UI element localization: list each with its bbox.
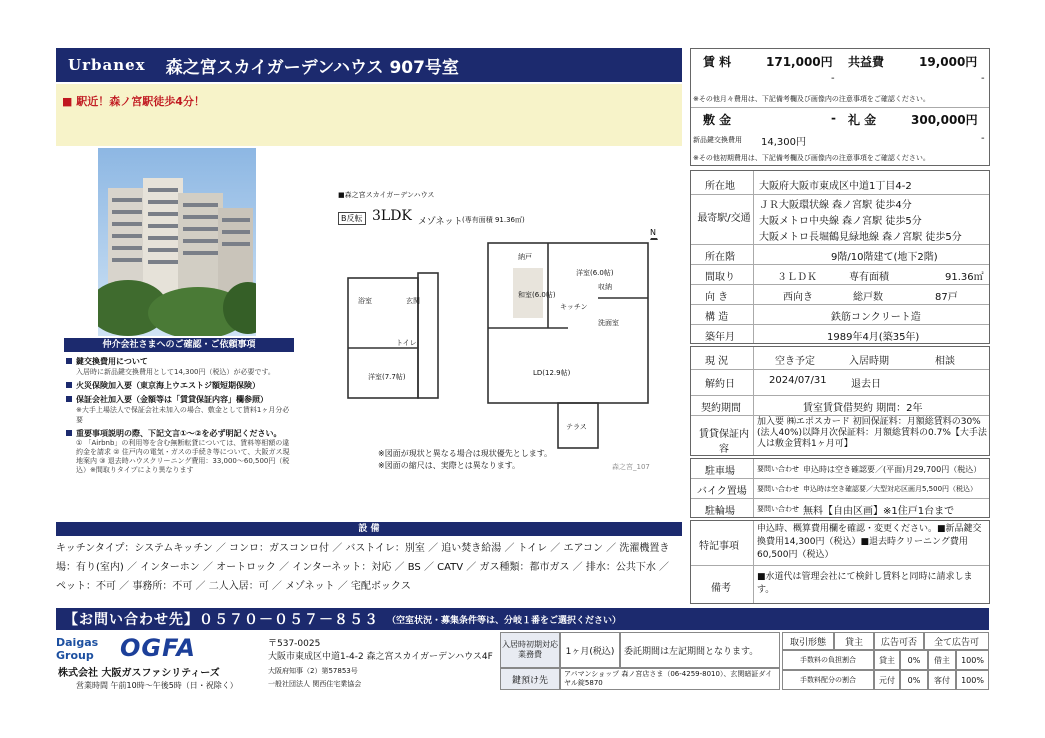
room-label: 洋室(7.7帖) (368, 373, 406, 381)
footer-table (500, 632, 989, 690)
bike-label: バイク置場 (697, 486, 747, 497)
initial-fee-value: 1ヶ月(税込) (560, 632, 620, 668)
room-label: 玄関 (406, 297, 420, 305)
built-value: 1989年4月(築35年) (827, 332, 920, 343)
key-money-label: 礼 金 (848, 113, 877, 127)
deal-form-label: 取引形態 (782, 632, 834, 650)
units-label: 総戸数 (853, 292, 883, 303)
bike-confirm: 要問い合わせ (757, 485, 799, 493)
key-fee-dash: - (981, 133, 985, 144)
status-value: 空き予定 (775, 356, 815, 367)
room-label: 和室(6.0帖) (518, 291, 556, 299)
floorplan-drawing (328, 238, 668, 453)
layout-value: ３ＬＤＫ (777, 272, 817, 283)
rent-dash: - (831, 73, 835, 84)
parking-panel (690, 458, 990, 518)
catch-copy-box (56, 84, 682, 146)
room-label: キッチン (560, 303, 588, 311)
rent-value: 171,000円 (766, 55, 833, 69)
deposit-value: - (831, 111, 836, 125)
station-1: ＪＲ大阪環状線 森ノ宮駅 徒歩4分 (759, 200, 912, 211)
guarantee-label: 賃貸保証内容 (699, 429, 749, 455)
fee-alloc-label: 手数料配分の割合 (782, 670, 874, 690)
parking-value: 申込時は空き確認要／(平面)月29,700円（税込） (803, 465, 982, 474)
fee-lessor-label: 貸主 (874, 650, 900, 670)
rent-panel (690, 48, 990, 166)
move-in-label: 入居時期 (849, 356, 889, 367)
company-license: 大阪府知事（2）第57853号 (268, 667, 358, 675)
move-in-value: 相談 (935, 356, 955, 367)
brand-logo: Urbanex (68, 56, 146, 74)
rent-note: ※その他月々費用は、下記備考欄及び画像内の注意事項をご確認ください。 (693, 95, 930, 103)
fee-agent-pct: 100% (956, 670, 989, 690)
room-label: 洗面室 (598, 319, 619, 327)
fee-source-pct: 0% (900, 670, 928, 690)
entrust-text: 委託期間は左記期間となります。 (620, 632, 780, 668)
floorplan-note-1: ※図面が現状と異なる場合は現状優先とします。 (378, 449, 553, 458)
layout-label: 間取り (705, 272, 735, 283)
property-title: 森之宮スカイガーデンハウス 907号室 (165, 57, 459, 78)
facilities-title-bar (56, 522, 682, 536)
daigas-logo: Daigas Group (56, 636, 99, 662)
company-address: 大阪市東成区中道1-4-2 森之宮スカイガーデンハウス4F (268, 652, 493, 662)
deposit-label: 敷 金 (703, 113, 732, 127)
room-label: LD(12.9帖) (533, 369, 571, 377)
floorplan-area: (専有面積 91.36㎡) (462, 216, 525, 224)
bullet-icon (66, 358, 72, 364)
key-value: アパマンショップ 森ノ宮店さま（06-4259-8010）、玄関暗証ダイヤル錠5870 (560, 668, 780, 690)
contract-label: 契約期間 (701, 403, 741, 414)
fee-source-label: 元付 (874, 670, 900, 690)
initial-note: ※その他初期費用は、下記備考欄及び画像内の注意事項をご確認ください。 (693, 154, 930, 162)
floorplan-note-2: ※図面の縮尺は、実際とは異なります。 (378, 461, 521, 470)
room-label: トイレ (396, 339, 417, 347)
floor-label: 所在階 (705, 252, 735, 263)
location-value: 大阪府大阪市東成区中道1丁目4-2 (759, 181, 912, 192)
fee-lessor-pct: 0% (900, 650, 928, 670)
floorplan-layout: 3LDK (372, 208, 412, 224)
facilities-text: キッチンタイプ：システムキッチン ／ コンロ：ガスコンロ付 ／ バストイレ：別室 ／ 追い焚き給湯 ／ トイレ ／ エアコン ／ 洗濯機置き場：有り(室内) ／ インターホン ／ オートロック ／ インターネット：対応 ／ BS ／ CATV ／ ガス種類：都市ガス ／ 排水：公共下水 ／ ペット：不可 ／ 事務所：不可 ／ 二人入居：可 ／ メゾネット ／ 宅配ボックス (56, 543, 670, 592)
building-photo (98, 148, 256, 336)
cancel-value: 2024/07/31 (769, 375, 827, 386)
common-dash: - (981, 73, 985, 84)
property-info-panel (690, 170, 990, 344)
remarks-label: 備考 (711, 583, 731, 594)
floor-value: 9階/10階建て(地下2階) (831, 252, 938, 263)
bicycle-value: 無料【自由区画】※1住戸1台まで (803, 506, 955, 517)
deal-form-value: 貸主 (834, 632, 874, 650)
company-assoc: 一般社団法人 関西住宅業協会 (268, 680, 362, 688)
special-label: 特記事項 (699, 541, 739, 552)
vacate-label: 退去日 (851, 379, 881, 390)
ad-label: 広告可否 (874, 632, 924, 650)
common-fee-label: 共益費 (848, 55, 885, 69)
units-value: 87戸 (935, 292, 958, 303)
floorplan-code: 森之宮_107 (612, 463, 650, 471)
bicycle-confirm: 要問い合わせ (757, 505, 799, 513)
station-2: 大阪メトロ中央線 森ノ宮駅 徒歩5分 (759, 216, 922, 227)
built-label: 築年月 (705, 332, 735, 343)
remarks-panel (690, 520, 990, 604)
structure-value: 鉄筋コンクリート造 (831, 312, 921, 323)
area-label: 専有面積 (849, 272, 889, 283)
room-label: テラス (566, 423, 587, 431)
contact-bar (56, 608, 989, 630)
contract-panel (690, 346, 990, 456)
station-label: 最寄駅/交通 (697, 213, 751, 224)
key-fee-value: 14,300円 (761, 137, 806, 148)
ad-value: 全て広告可 (924, 632, 989, 650)
key-fee-label: 新品鍵交換費用 (693, 136, 742, 144)
rent-label: 賃 料 (703, 55, 732, 69)
north-icon: N (650, 228, 656, 237)
fee-agent-label: 客付 (928, 670, 956, 690)
station-3: 大阪メトロ長堀鶴見緑地線 森ノ宮駅 徒歩5分 (759, 232, 962, 243)
fee-tenant-label: 借主 (928, 650, 956, 670)
bullet-icon (66, 430, 72, 436)
contract-value: 賃室賃貸借契約 期間：2年 (803, 403, 923, 414)
catch-copy: ■ 駅近！森ノ宮駅徒歩4分！ (62, 95, 205, 108)
initial-fee-label: 入居時初期対応業務費 (500, 632, 560, 668)
facilities-title: 設 備 (358, 524, 380, 534)
contact-phone[interactable]: 【お問い合わせ先】０５７０－０５７－８５３ (64, 612, 379, 628)
floorplan-building: ■森之宮スカイガーデンハウス (338, 191, 435, 199)
notice-item: 保証会社加入要（金額等は「賃貸保証内容」欄参照） ※大手上場法人で保証会社未加入の場合、敷金として賃料1ヶ月分必要 (66, 394, 296, 425)
company-block (56, 632, 496, 692)
company-zip: 〒537-0025 (268, 639, 321, 649)
direction-label: 向 き (705, 292, 729, 303)
bullet-icon (66, 396, 72, 402)
contact-sub: （空室状況・募集条件等は、分岐１番をご選択ください） (387, 615, 622, 626)
guarantee-value: 加入要 ㈱エポスカード 初回保証料：月額総賃料の30%(法人40%)以降月次保証料：月額総賃料の0.7%【大手法人は敷金賃料1ヶ月可】 (757, 417, 987, 449)
notice-title: 仲介会社さまへのご確認・ご依頼事項 (64, 338, 294, 352)
company-name: 株式会社 大阪ガスファシリティーズ (58, 668, 220, 679)
notice-box (56, 338, 296, 474)
parking-label: 駐車場 (705, 466, 735, 477)
ogfa-logo: OGFA (120, 634, 196, 662)
company-hours: 営業時間 午前10時～午後5時（日・祝除く） (76, 681, 238, 690)
floorplan (328, 190, 678, 480)
bike-value: 申込時は空き確認要／大型対応区画月5,500円（税込） (803, 485, 978, 493)
bicycle-label: 駐輪場 (705, 506, 735, 517)
title-bar (56, 48, 682, 82)
room-label: 収納 (598, 283, 612, 291)
key-money-value: 300,000円 (911, 113, 978, 127)
common-fee-value: 19,000円 (919, 55, 978, 69)
fee-tenant-pct: 100% (956, 650, 989, 670)
room-label: 洋室(6.0帖) (576, 269, 614, 277)
notice-item: 重要事項説明の際、下記文言①～②を必ず明記ください。 ① 「Airbnb」の利用等を含む無断転貸については、賃料等相額の違約金を請求 ② 住戸内の電気・ガスの手続き等について、大阪ガス現地案内 ③ 退去時ハウスクリーニング費用：33,000～60,500円（税込）※間取りタイプにより異なります (66, 428, 296, 475)
room-label: 浴室 (358, 297, 372, 305)
status-label: 現 況 (705, 356, 729, 367)
location-label: 所在地 (705, 181, 735, 192)
room-label: 納戸 (518, 253, 532, 261)
parking-confirm: 要問い合わせ (757, 465, 799, 473)
structure-label: 構 造 (705, 312, 729, 323)
area-value: 91.36㎡ (945, 272, 984, 283)
direction-value: 西向き (783, 292, 813, 303)
key-label: 鍵預け先 (500, 668, 560, 690)
fee-ratio-label: 手数料の負担割合 (782, 650, 874, 670)
floorplan-meta: メゾネット (418, 217, 463, 227)
notice-item: 火災保険加入要（東京海上ウエストジ額短期保険） (66, 380, 296, 391)
floorplan-type-badge: B反転 (338, 212, 366, 225)
cancel-label: 解約日 (705, 379, 735, 390)
notice-item: 鍵交換費用について 入居時に新品鍵交換費用として14,300円（税込）が必要です。 (66, 356, 296, 377)
bullet-icon (66, 382, 72, 388)
remarks-value: ■水道代は管理会社にて検針し賃料と同時に請求します。 (757, 572, 973, 595)
special-value: 申込時、概算費用欄を確認・変更ください。■新品鍵交換費用14,300円（税込）■退去時クリーニング費用60,500円（税込） (757, 524, 982, 560)
